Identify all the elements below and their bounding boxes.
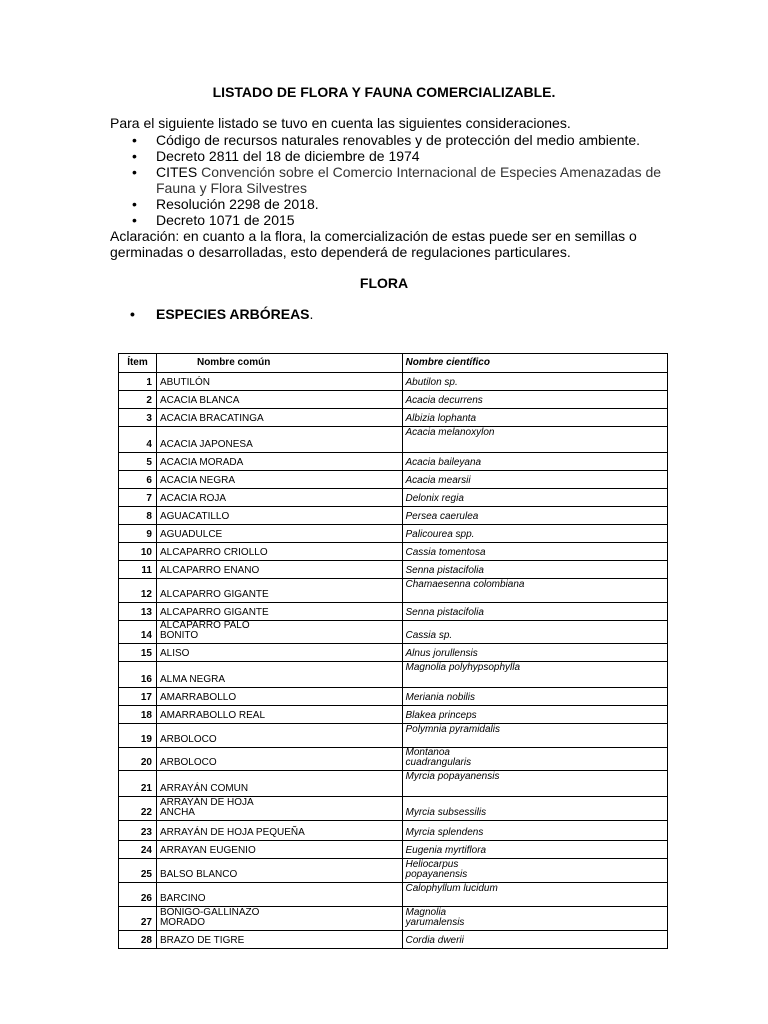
row-scientific-name: Magnolia polyhypsophylla — [402, 662, 667, 688]
clarification-text: Aclaración: en cuanto a la flora, la comercialización de estas puede ser en semillas o germinadas o desarrolladas, esto dependerá de regulaciones particulares. — [110, 228, 637, 260]
considerations-list — [110, 132, 670, 228]
row-item-number: 23 — [119, 821, 157, 841]
row-item-number: 10 — [119, 543, 157, 561]
cites-detail: Convención sobre el Comercio Internacional de Especies Amenazadas de Fauna y Flora Silvestres — [156, 164, 662, 196]
row-scientific-name: Acacia melanoxylon — [402, 427, 667, 453]
row-scientific-name: Palicourea spp. — [402, 525, 667, 543]
row-item-number: 13 — [119, 603, 157, 621]
row-common-name: ALMA NEGRA — [156, 662, 402, 688]
table-row — [119, 525, 668, 543]
table-row — [119, 603, 668, 621]
row-scientific-name: Meriania nobilis — [402, 688, 667, 706]
row-common-name: ALCAPARRO ENANO — [156, 561, 402, 579]
intro-text: Para el siguiente listado se tuvo en cuenta las siguientes consideraciones. — [110, 115, 571, 131]
row-item-number: 9 — [119, 525, 157, 543]
row-scientific-name: Cassia sp. — [402, 621, 667, 644]
row-scientific-name: Polymnia pyramidalis — [402, 724, 667, 748]
row-common-name: ACACIA NEGRA — [156, 471, 402, 489]
row-scientific-name: Acacia mearsii — [402, 471, 667, 489]
row-item-number: 25 — [119, 859, 157, 883]
row-item-number: 12 — [119, 579, 157, 603]
row-common-name: ACACIA BRACATINGA — [156, 409, 402, 427]
row-item-number: 2 — [119, 391, 157, 409]
species-table-body — [119, 373, 668, 949]
row-common-name: ARRAYÁN COMUN — [156, 771, 402, 797]
row-scientific-name: Myrcia splendens — [402, 821, 667, 841]
cites-label: CITES — [156, 164, 198, 180]
row-item-number: 22 — [119, 797, 157, 821]
table-row — [119, 706, 668, 724]
row-common-name: ARRAYÁN DE HOJA ANCHA — [156, 797, 402, 821]
row-scientific-name: Persea caerulea — [402, 507, 667, 525]
row-scientific-name: Abutilon sp. — [402, 373, 667, 391]
row-scientific-name: Acacia decurrens — [402, 391, 667, 409]
row-common-name: ALISO — [156, 644, 402, 662]
header-common-name: Nombre común — [156, 354, 402, 373]
row-item-number: 8 — [119, 507, 157, 525]
row-scientific-name: Myrcia subsessilis — [402, 797, 667, 821]
row-item-number: 1 — [119, 373, 157, 391]
consideration-item — [110, 164, 670, 196]
consideration-item: • Código de recursos naturales renovables y de protección del medio ambiente. — [110, 132, 670, 148]
table-row — [119, 907, 668, 931]
table-row — [119, 579, 668, 603]
row-scientific-name: Albizia lophanta — [402, 409, 667, 427]
consideration-item: • Decreto 1071 de 2015 — [110, 212, 670, 228]
table-row — [119, 841, 668, 859]
row-item-number: 18 — [119, 706, 157, 724]
section-title-flora: FLORA — [359, 275, 409, 291]
table-row — [119, 883, 668, 907]
row-common-name: ARRAYÁN DE HOJA PEQUEÑA — [156, 821, 402, 841]
header-item: Ítem — [119, 354, 157, 373]
table-row — [119, 391, 668, 409]
row-scientific-name: Magnolia yarumalensis — [402, 907, 667, 931]
row-item-number: 26 — [119, 883, 157, 907]
row-item-number: 28 — [119, 931, 157, 949]
row-common-name: BARCINO — [156, 883, 402, 907]
table-row — [119, 561, 668, 579]
row-scientific-name: Heliocarpus popayanensis — [402, 859, 667, 883]
row-common-name: ABUTILÓN — [156, 373, 402, 391]
row-scientific-name: Acacia baileyana — [402, 453, 667, 471]
row-common-name: BOÑIGO-GALLINAZO MORADO — [156, 907, 402, 931]
row-item-number: 24 — [119, 841, 157, 859]
row-item-number: 6 — [119, 471, 157, 489]
table-row — [119, 859, 668, 883]
row-common-name: ARRAYAN EUGENIO — [156, 841, 402, 859]
row-common-name: ALCAPARRO GIGANTE — [156, 603, 402, 621]
row-item-number: 17 — [119, 688, 157, 706]
table-row — [119, 373, 668, 391]
table-row — [119, 453, 668, 471]
row-scientific-name: Blakea princeps — [402, 706, 667, 724]
row-scientific-name: Cassia tomentosa — [402, 543, 667, 561]
table-row — [119, 489, 668, 507]
row-common-name: BRAZO DE TIGRE — [156, 931, 402, 949]
row-common-name: ALCAPARRO PALO BONITO — [156, 621, 402, 644]
table-row — [119, 821, 668, 841]
row-common-name: ACACIA BLANCA — [156, 391, 402, 409]
row-item-number: 14 — [119, 621, 157, 644]
table-row — [119, 621, 668, 644]
header-scientific-name: Nombre científico — [402, 354, 667, 373]
subsection-title: ESPECIES ARBÓREAS — [156, 306, 310, 322]
row-item-number: 3 — [119, 409, 157, 427]
table-row — [119, 543, 668, 561]
table-row — [119, 688, 668, 706]
row-scientific-name: Senna pistacifolia — [402, 603, 667, 621]
row-item-number: 5 — [119, 453, 157, 471]
table-row — [119, 427, 668, 453]
row-scientific-name: Alnus jorullensis — [402, 644, 667, 662]
row-common-name: BALSO BLANCO — [156, 859, 402, 883]
subsection-suffix: . — [309, 306, 314, 322]
row-scientific-name: Myrcia popayanensis — [402, 771, 667, 797]
row-scientific-name: Calophyllum lucidum — [402, 883, 667, 907]
row-common-name: ACACIA MORADA — [156, 453, 402, 471]
table-row — [119, 507, 668, 525]
consideration-item: • Decreto 2811 del 18 de diciembre de 1974 — [110, 148, 670, 164]
consideration-item: • Resolución 2298 de 2018. — [110, 196, 670, 212]
table-row — [119, 748, 668, 771]
row-common-name: ACACIA ROJA — [156, 489, 402, 507]
row-scientific-name: Cordia dwerii — [402, 931, 667, 949]
row-common-name: ACACIA JAPONESA — [156, 427, 402, 453]
table-row — [119, 644, 668, 662]
row-scientific-name: Eugenia myrtiflora — [402, 841, 667, 859]
row-item-number: 21 — [119, 771, 157, 797]
row-item-number: 15 — [119, 644, 157, 662]
table-row — [119, 771, 668, 797]
species-table — [118, 353, 668, 949]
row-item-number: 7 — [119, 489, 157, 507]
row-item-number: 20 — [119, 748, 157, 771]
table-row — [119, 724, 668, 748]
row-scientific-name: Chamaesenna colombiana — [402, 579, 667, 603]
row-item-number: 27 — [119, 907, 157, 931]
row-item-number: 11 — [119, 561, 157, 579]
row-scientific-name: Montanoa cuadrangularis — [402, 748, 667, 771]
row-item-number: 4 — [119, 427, 157, 453]
table-row — [119, 409, 668, 427]
table-header-row — [119, 354, 668, 373]
row-common-name: AGUADULCE — [156, 525, 402, 543]
row-common-name: ALCAPARRO CRIOLLO — [156, 543, 402, 561]
document-title: LISTADO DE FLORA Y FAUNA COMERCIALIZABLE. — [212, 84, 556, 100]
row-common-name: AMARRABOLLO — [156, 688, 402, 706]
table-row — [119, 662, 668, 688]
row-item-number: 16 — [119, 662, 157, 688]
row-scientific-name: Delonix regia — [402, 489, 667, 507]
bullet-icon: • — [130, 306, 135, 322]
row-common-name: AMARRABOLLO REAL — [156, 706, 402, 724]
row-scientific-name: Senna pistacifolia — [402, 561, 667, 579]
row-common-name: ARBOLOCO — [156, 748, 402, 771]
row-common-name: ARBOLOCO — [156, 724, 402, 748]
row-common-name: ALCAPARRO GIGANTE — [156, 579, 402, 603]
row-common-name: AGUACATILLO — [156, 507, 402, 525]
row-item-number: 19 — [119, 724, 157, 748]
table-row — [119, 797, 668, 821]
table-row — [119, 471, 668, 489]
table-row — [119, 931, 668, 949]
